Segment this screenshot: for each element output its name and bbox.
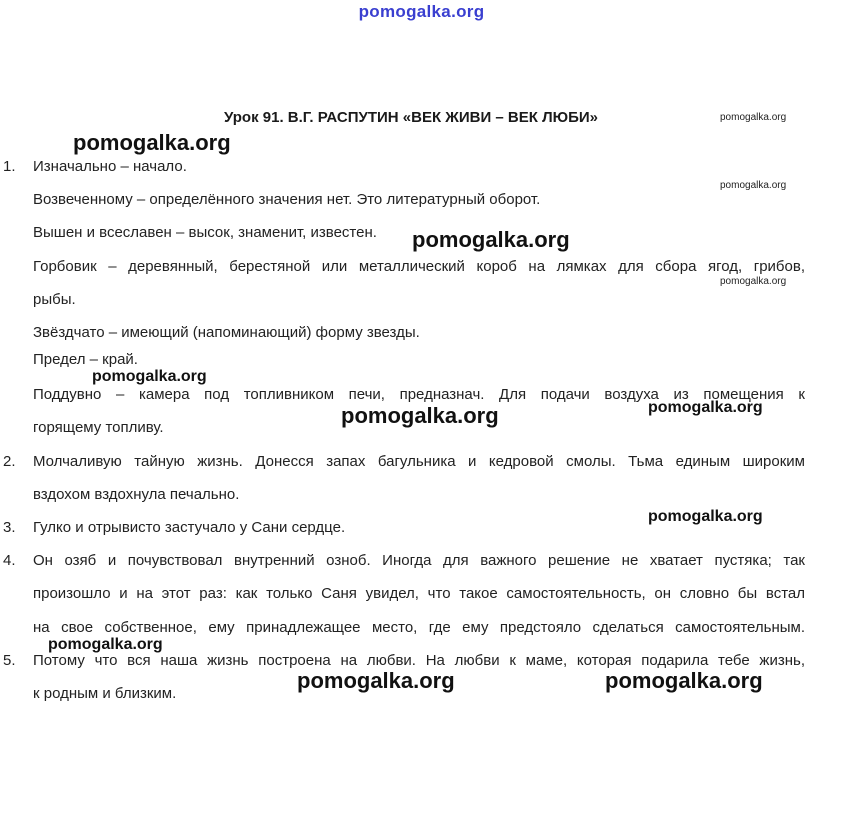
item-5-line-1: Потому что вся наша жизнь построена на любви. На любви к маме, которая подарила тебе жизнь, [33, 652, 805, 669]
item-4-line-1: Он озяб и почувствовал внутренний озноб. Иногда для важного решение не хватает пустяка; так [33, 552, 805, 569]
item-4-line-2: произошло и на этот раз: как только Саня увидел, что такое самостоятельность, он словно бы встал [33, 585, 805, 602]
item-5-line-2: к родным и близким. [33, 685, 177, 702]
item-1-line-3: Вышен и всеславен – высок, знаменит, известен. [33, 224, 377, 241]
item-1-line-8: Поддувно – камера под топливником печи, предназнач. Для подачи воздуха из помещения к [33, 386, 805, 403]
item-1-line-5: рыбы. [33, 291, 76, 308]
watermark-big-5: pomogalka.org [605, 668, 763, 693]
watermark-big-4: pomogalka.org [297, 668, 455, 693]
item-number-5: 5. [3, 652, 16, 669]
watermark-small-3: pomogalka.org [720, 276, 787, 287]
site-header-watermark: pomogalka.org [358, 2, 485, 21]
watermark-med-1: pomogalka.org [92, 368, 207, 385]
item-4-line-3: на свое собственное, ему принадлежащее место, где ему предстояло сделаться самостоятельным. [33, 619, 805, 636]
item-1-line-6: Звёздчато – имеющий (напоминающий) форму звезды. [33, 324, 420, 341]
item-1-line-2: Возвеченному – определённого значения нет. Это литературный оборот. [33, 191, 541, 208]
watermark-small-2: pomogalka.org [720, 180, 787, 191]
watermark-big-2: pomogalka.org [412, 227, 570, 252]
item-2-line-1: Молчаливую тайную жизнь. Донесся запах багульника и кедровой смолы. Тьма единым широким [33, 453, 805, 470]
watermark-big-3: pomogalka.org [341, 403, 499, 428]
item-number-1: 1. [3, 158, 16, 175]
page-title: Урок 91. В.Г. РАСПУТИН «ВЕК ЖИВИ – ВЕК ЛЮБИ» [224, 109, 598, 126]
item-3-line-1: Гулко и отрывисто застучало у Сани сердце. [33, 519, 346, 536]
item-1-line-9: горящему топливу. [33, 419, 164, 436]
item-1-line-1: Изначально – начало. [33, 158, 187, 175]
item-number-4: 4. [3, 552, 16, 569]
watermark-med-2: pomogalka.org [648, 399, 763, 416]
item-1-line-7: Предел – край. [33, 351, 138, 368]
item-2-line-2: вздохом вздохнула печально. [33, 486, 240, 503]
watermark-small-1: pomogalka.org [720, 112, 787, 123]
item-1-line-4: Горбовик – деревянный, берестяной или металлический короб на лямках для сбора ягод, грибов, [33, 258, 805, 275]
item-number-3: 3. [3, 519, 16, 536]
watermark-big-1: pomogalka.org [73, 130, 231, 155]
item-number-2: 2. [3, 453, 16, 470]
watermark-med-4: pomogalka.org [48, 636, 163, 653]
watermark-med-3: pomogalka.org [648, 508, 763, 525]
